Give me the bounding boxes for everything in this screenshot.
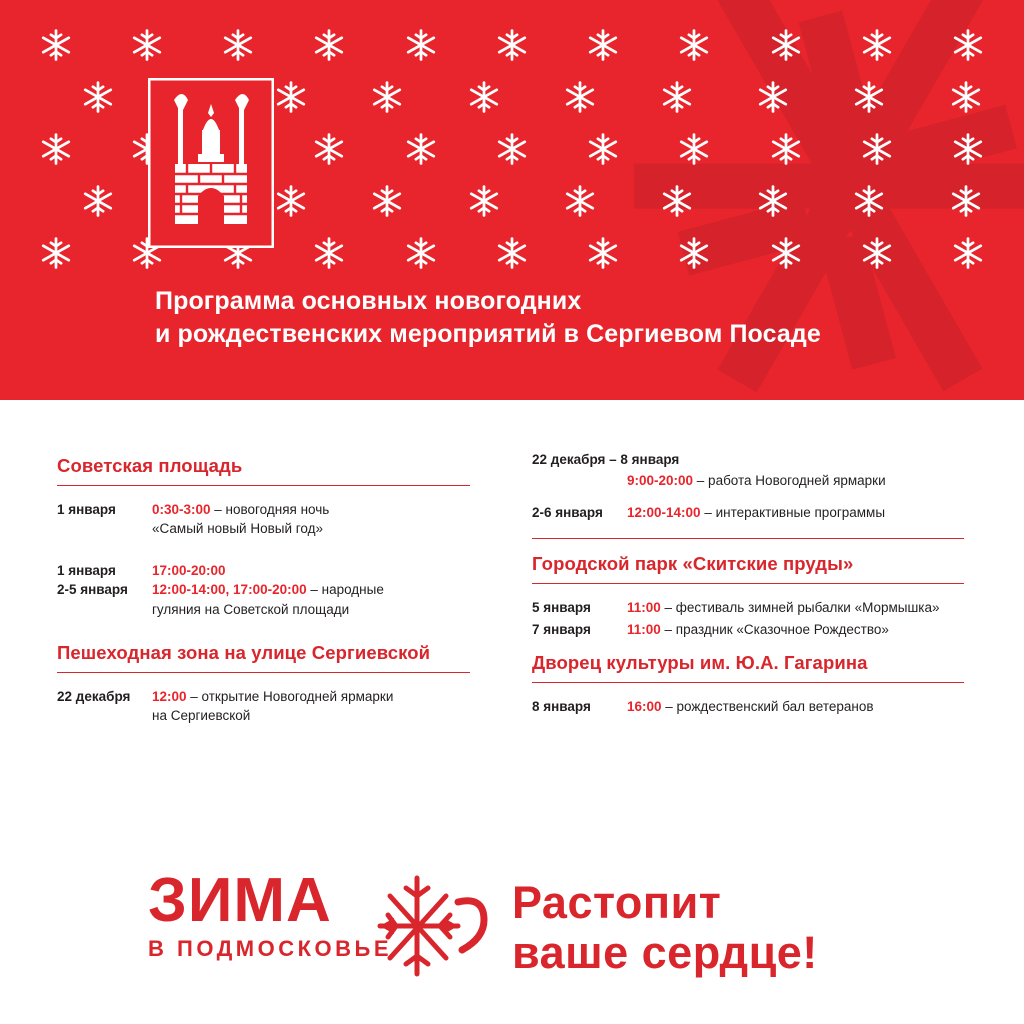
poster-footer bbox=[0, 850, 1024, 1024]
event-body bbox=[627, 471, 964, 490]
venue-title: Советская площадь bbox=[57, 455, 243, 476]
venue-block-dk-gagarina bbox=[532, 652, 964, 716]
event-desc: – открытие Новогодней ярмарки bbox=[186, 688, 394, 704]
event-body bbox=[152, 561, 470, 580]
event-date: 8 января bbox=[532, 698, 591, 714]
title-line-1: Программа основных новогодних bbox=[155, 287, 582, 315]
event-desc: – работа Новогодней ярмарки bbox=[693, 473, 886, 489]
event-date: 1 января bbox=[57, 563, 116, 579]
event-row bbox=[57, 561, 470, 580]
yarmarka-block bbox=[532, 450, 964, 522]
event-desc-2: на Сергиевской bbox=[152, 707, 251, 723]
venue-title: Пешеходная зона на улице Сергиевской bbox=[57, 641, 431, 663]
event-desc: – новогодняя ночь bbox=[210, 502, 330, 517]
event-body bbox=[152, 500, 470, 538]
poster-header bbox=[0, 0, 1024, 400]
event-date bbox=[532, 471, 627, 490]
divider bbox=[532, 583, 964, 584]
event-date: 22 декабря bbox=[57, 688, 131, 704]
event-row bbox=[57, 687, 470, 725]
event-time: 11:00 bbox=[627, 621, 661, 637]
event-desc: – рождественский бал ветеранов bbox=[661, 698, 874, 714]
divider bbox=[57, 672, 470, 673]
event-row bbox=[532, 471, 964, 490]
event-body bbox=[627, 697, 964, 716]
date-range-heading: 22 декабря – 8 января bbox=[532, 452, 680, 467]
event-time: 11:00 bbox=[627, 600, 661, 616]
event-row bbox=[532, 598, 964, 617]
venue-title: Дворец культуры им. Ю.А. Гагарина bbox=[532, 651, 868, 673]
event-desc: – интерактивные программы bbox=[700, 505, 886, 521]
event-body bbox=[627, 620, 964, 639]
slogan-line-1: Растопит bbox=[512, 877, 722, 928]
footer-slogan bbox=[512, 878, 818, 979]
event-row bbox=[532, 503, 964, 522]
event-date: 7 января bbox=[532, 621, 591, 637]
left-column bbox=[0, 400, 470, 850]
event-time: 12:00-14:00 bbox=[627, 505, 701, 521]
event-time: 12:00 bbox=[152, 688, 187, 704]
page-title bbox=[155, 285, 821, 350]
event-row bbox=[532, 697, 964, 716]
event-desc-2: «Самый новый Новый год» bbox=[152, 521, 323, 537]
event-time: 12:00-14:00, 17:00-20:00 bbox=[152, 582, 307, 598]
event-group bbox=[57, 687, 470, 725]
coat-of-arms-sergiev-posad bbox=[148, 78, 274, 248]
title-line-2: и рождественских мероприятий в Сергиевом Посаде bbox=[155, 319, 821, 348]
event-desc: – народные bbox=[306, 582, 384, 598]
divider bbox=[532, 538, 964, 539]
event-group bbox=[57, 561, 470, 618]
zima-logo-main: ЗИМА bbox=[148, 866, 332, 935]
zima-logo-sub: В ПОДМОСКОВЬЕ bbox=[148, 936, 393, 961]
venue-title: Городской парк «Скитские пруды» bbox=[532, 553, 854, 575]
slogan-line-2: ваше сердце! bbox=[512, 927, 818, 979]
event-row bbox=[532, 450, 964, 469]
divider bbox=[532, 682, 964, 683]
event-date: 2-6 января bbox=[532, 505, 603, 521]
event-desc: – праздник «Сказочное Рождество» bbox=[660, 621, 889, 637]
event-row bbox=[57, 580, 470, 618]
event-desc-2: гуляния на Советской площади bbox=[152, 601, 350, 617]
event-time: 17:00-20:00 bbox=[152, 563, 226, 579]
event-desc: – фестиваль зимней рыбалки «Мормышка» bbox=[660, 600, 940, 616]
event-row bbox=[532, 620, 964, 639]
snowflake-heart-icon bbox=[372, 866, 502, 986]
event-body bbox=[152, 580, 470, 618]
event-time: 0:30-3:00 bbox=[152, 502, 211, 517]
event-body bbox=[627, 598, 964, 617]
event-body bbox=[152, 687, 470, 725]
event-group bbox=[57, 500, 470, 538]
venue-block-sovetskaya bbox=[57, 455, 470, 642]
program-content bbox=[0, 400, 1024, 850]
right-column bbox=[470, 400, 1024, 850]
venue-block-skitskie-prudy bbox=[532, 553, 964, 638]
event-time: 9:00-20:00 bbox=[627, 473, 694, 489]
event-time: 16:00 bbox=[627, 698, 662, 714]
event-row bbox=[57, 500, 470, 538]
event-body bbox=[627, 503, 964, 522]
venue-block-sergievskaya bbox=[57, 642, 470, 725]
divider bbox=[57, 485, 470, 486]
event-date: 5 января bbox=[532, 600, 591, 616]
event-date: 2-5 января bbox=[57, 582, 128, 598]
event-date: 1 января bbox=[57, 502, 116, 517]
